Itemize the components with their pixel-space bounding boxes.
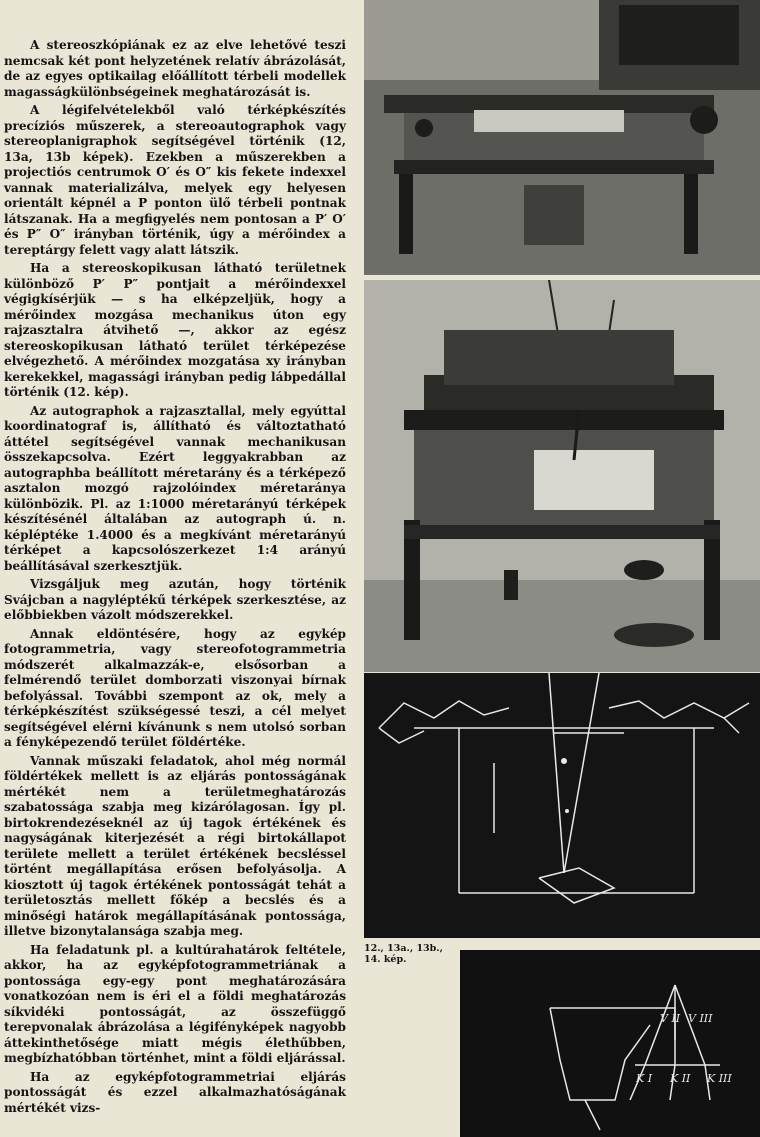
- projection-diagram-photo: [364, 673, 760, 938]
- paragraph: Ha feladatunk pl. a kultúrahatárok feltétele, akkor, ha az egyképfotogrammetriának a pontossága egy-egy pont meghatározására vonatkozóan nem is éri el a földi meghatározás síkvidéki pontosságát, az összefüggő terepvonalak ábrázolása a légifényképek nagyobb áttekinthetősége miatt mégis élethűbben, megbízhatóbban történhet, mint a földi eljárással.: [4, 942, 346, 1065]
- paragraph: Vizsgáljuk meg azután, hogy történik Svájcban a nagyléptékű térképek szerkesztése, az előbbiekben vázolt módszerekkel.: [4, 577, 346, 622]
- paragraph: Vannak műszaki feladatok, ahol még normál földértékek mellett is az eljárás pontosságának mértékét nem a területmeghatározás szabatossága szabja meg kizárólagosan. Így pl. birtokrendezéseknél az új tagok értékének és nagyságának kiterjezését a régi birtokállapot területe mellett a terület értékének becsléssel történt megállapítása erősen befolyásolja. A kiosztott új tagok értékének pontosságát tehát a területosztás mellett főkép a becslés és a minőségi határok megállapításának pontossága, illetve bizonytalansága szabja meg.: [4, 753, 346, 938]
- paragraph: A stereoszkópiának ez az elve lehetővé teszi nemcsak két pont helyzetének relatív ábrázolását, de az egyes optikailag előállított térbeli modellek magasságkülönbségeinek meghatározását is.: [4, 38, 346, 99]
- label-v2: V II: [660, 1012, 681, 1025]
- paragraph: Ha a stereoskopikusan látható területnek különböző P′ P″ pontjait a mérőindexxel végigkísérjük — s ha elképzeljük, hogy a mérőindex mozgása mechanikus úton egy rajzasztalra átvihető —, akkor az egész stereoskopikusan látható terület térképezése elvégezhető. A mérőindex mozgatása xy irányban kerekekkel, magassági irányban pedig lábpedállal történik (12. kép).: [4, 261, 346, 399]
- paragraph: Annak eldöntésére, hogy az egykép fotogrammetria, vagy stereofotogrammetria módszerét alkalmazzák-e, elsősorban a felmérendő terület domborzati viszonyai bírnak befolyással. További szempont az ok, mely a térképkészítést szükségessé teszi, a cél melyet segítségével elérni kívánunk s nem utolsó sorban a fényképezendő terület földértéke.: [4, 626, 346, 749]
- stereoautograph-photo-top: [364, 0, 760, 275]
- label-k1: K I: [636, 1072, 653, 1085]
- paragraph: Ha az egyképfotogrammetriai eljárás pontosságát és ezzel alkalmazhatóságának mértékét vizs-: [4, 1069, 346, 1115]
- label-v3: V III: [688, 1012, 713, 1025]
- article-text: [4, 38, 346, 1119]
- label-k2: K II: [670, 1072, 691, 1085]
- figure-caption: 12., 13a., 13b., 14. kép.: [364, 943, 443, 965]
- paragraph: A légifelvételekből való térképkészítés precíziós műszerek, a stereoautographok vagy stereoplanigraphok segítségével történik (12, 13a, 13b képek). Ezekben a műszerekben a projectiós centrumok O′ és O″ kis fekete indexxel vannak materializálva, melyek egy helyesen orientált képnél a P ponton ülő térbeli pontnak látszanak. Ha a megfigyelés nem pontosan a P′ O′ és P″ O″ irányban történik, úgy a mérőindex a tereptárgy felett vagy alatt látszik.: [4, 103, 346, 257]
- paragraph: Az autographok a rajzasztallal, mely egyúttal koordinatograf is, állítható és változtatható áttétel segítségével vannak mechanikusan összekapcsolva. Ezért leggyakrabban az autographba beállított méretarány és a térképező asztalon mozgó rajzolóindex méretaránya különbözik. Pl. az 1:1000 méretarányú térképek készítésénél általában az autograph ú. n. képléptéke 1.4000 és a megkívánt méretarányú térképet a kapcsolószerkezet 1:4 arányú beállításával szerkesztjük.: [4, 403, 346, 573]
- instrument-line-drawing: [460, 950, 760, 1137]
- stereoautograph-photo-middle: [364, 280, 760, 672]
- label-k3: K III: [707, 1072, 732, 1085]
